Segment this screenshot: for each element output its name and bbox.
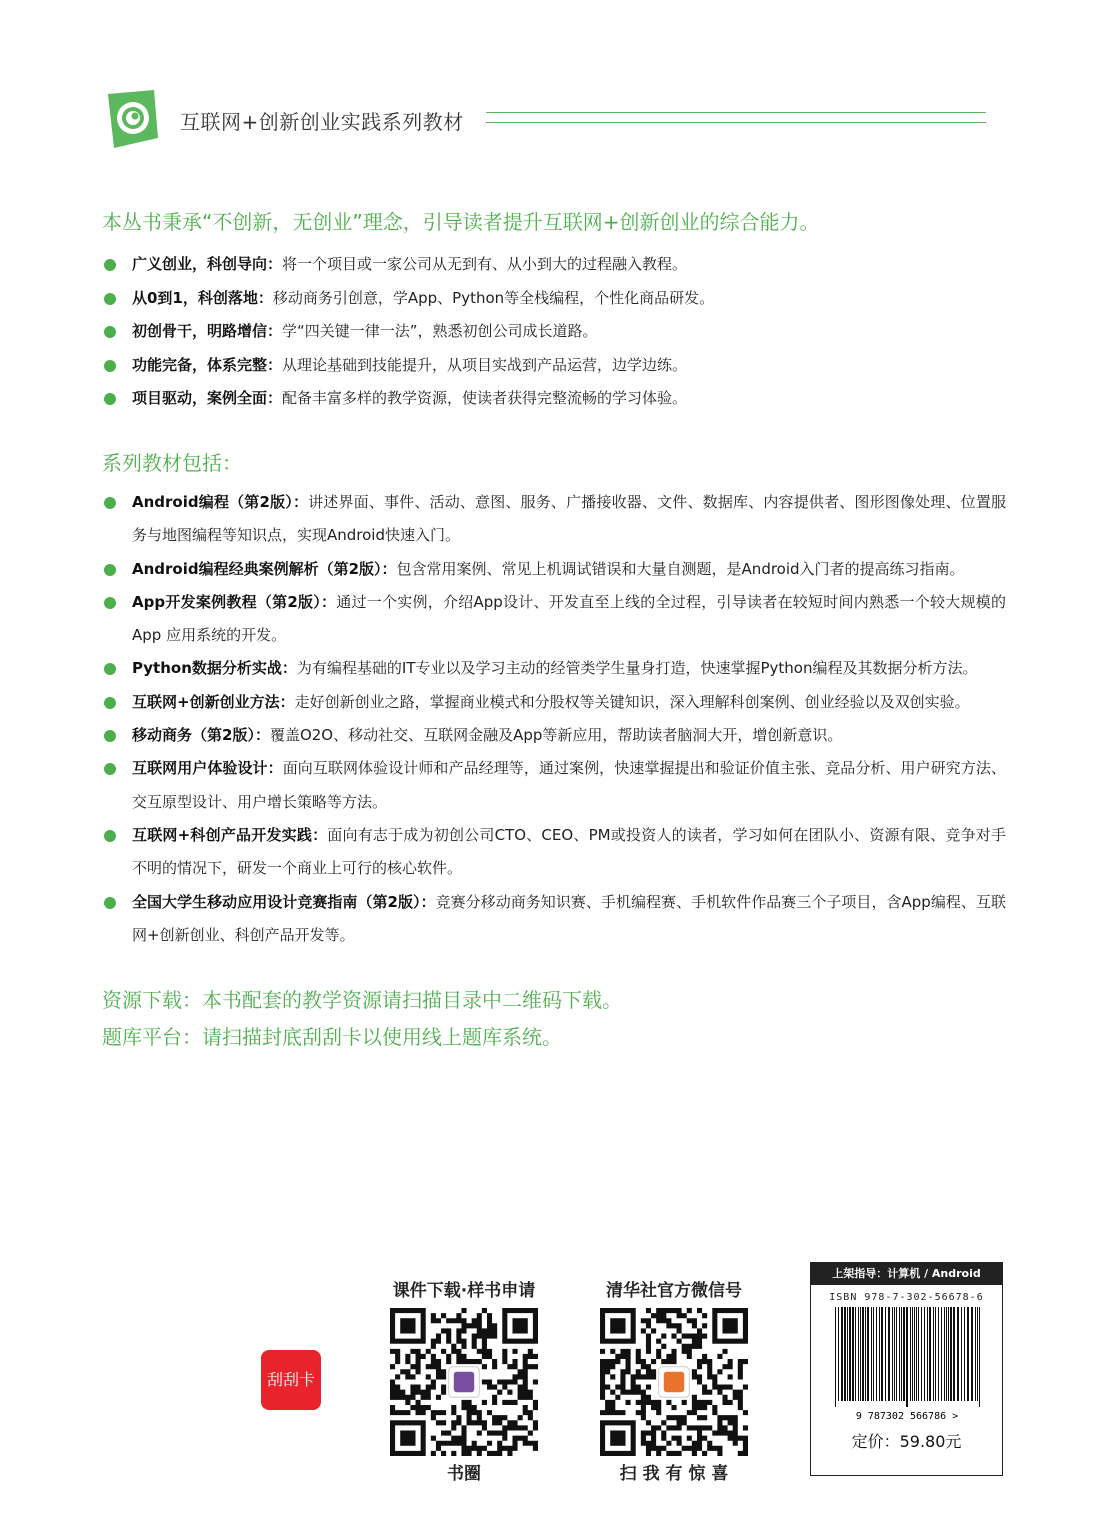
item-title: 互联网+创新创业方法： [132,692,295,711]
bullet-icon [104,697,116,709]
list-item [104,652,1006,685]
qr-label: 清华社官方微信号 [606,1281,742,1301]
qr-code-icon [390,1308,538,1456]
item-text: 包含常用案例、常见上机调试错误和大量自测题，是Android入门者的提高练习指南。 [396,559,965,578]
header-divider [486,122,986,123]
bullet-icon [104,393,116,405]
bullet-icon [104,830,116,842]
item-text: 配备丰富多样的教学资源，使读者获得完整流畅的学习体验。 [282,389,688,407]
item-text: 讲述界面、事件、活动、意图、服务、广播接收器、文件、数据库、内容提供者、图形图像处理、位置服务与地图编程等知识点，实现Android快速入门。 [132,493,1006,545]
bullet-icon [104,897,116,909]
item-title: 全国大学生移动应用设计竞赛指南（第2版）： [132,892,436,911]
item-title: 从0到1，科创落地： [132,288,273,307]
item-title: 项目驱动，案例全面： [132,389,283,407]
feature-list [104,248,1004,416]
question-bank: 题库平台：请扫描封底刮刮卡以使用线上题库系统。 [102,1025,562,1049]
barcode-icon [821,1305,993,1423]
item-title: Android编程经典案例解析（第2版）： [132,559,397,578]
qr-block-wechat [594,1278,754,1486]
item-text: 为有编程基础的IT专业以及学习主动的经管类学生量身打造，快速掌握Python编程及其数据分析方法。 [296,659,978,678]
list-item [104,553,1006,586]
isbn-box [810,1262,1003,1476]
list-item [104,686,1006,719]
item-title: App开发案例教程（第2版）： [132,592,337,611]
list-item [104,886,1006,953]
list-item [104,349,1004,383]
intro-statement: 本丛书秉承“不创新，无创业”理念，引导读者提升互联网+创新创业的综合能力。 [102,210,820,234]
bullet-icon [104,730,116,742]
series-heading: 系列教材包括： [102,451,242,475]
bullet-icon [104,763,116,775]
item-text: 竞赛分移动商务知识赛、手机编程赛、手机软件作品赛三个子项目，含App编程、互联网+创新创业、科创产品开发等。 [132,892,1006,944]
item-text: 通过一个实例，介绍App设计、开发直至上线的全过程，引导读者在较短时间内熟悉一个较大规模的App 应用系统的开发。 [132,592,1006,645]
bullet-icon [104,360,116,372]
bullet-icon [104,293,116,305]
bullet-icon [104,497,116,509]
item-text: 面向互联网体验设计师和产品经理等，通过案例，快速掌握提出和验证价值主张、竞品分析、用户研究方法、交互原型设计、用户增长策略等方法。 [132,759,1006,811]
series-header [104,88,994,150]
isbn-number: ISBN 978-7-302-56678-6 [829,1292,984,1303]
list-item [104,282,1004,316]
bullet-icon [104,326,116,338]
book-list [104,486,1006,952]
qr-label: 课件下载·样书申请 [392,1281,536,1301]
barcode-digits: 9 787302 566786 > [855,1411,958,1422]
resource-notes [102,982,622,1056]
list-item [104,752,1006,819]
item-title: 功能完备，体系完整： [132,355,283,374]
shelving-category: 上架指导：计算机 / Android [811,1263,1002,1285]
series-title: 互联网+创新创业实践系列教材 [180,110,464,134]
item-text: 面向有志于成为初创公司CTO、CEO、PM或投资人的读者，学习如何在团队小、资源有限、竞争对手不明的情况下，研发一个商业上可行的核心软件。 [132,825,1006,878]
list-item [104,382,1004,416]
item-title: 移动商务（第2版）： [132,726,270,745]
item-title: Android编程（第2版）： [132,493,309,511]
item-title: 广义创业，科创导向： [132,255,283,273]
item-text: 将一个项目或一家公司从无到有、从小到大的过程融入教程。 [282,255,688,273]
list-item [104,315,1004,349]
qr-caption: 书圈 [447,1464,481,1484]
header-divider [486,112,986,113]
resource-download: 资源下载：本书配套的教学资源请扫描目录中二维码下载。 [102,988,622,1012]
bullet-icon [104,564,116,576]
list-item [104,719,1006,752]
bullet-icon [104,597,116,609]
price: 定价：59.80元 [851,1432,962,1451]
list-item [104,248,1004,282]
item-text: 覆盖O2O、移动社交、互联网金融及App等新应用，帮助读者脑洞大开，增创新意识。 [269,726,843,745]
qr-caption: 扫 我 有 惊 喜 [619,1464,729,1484]
item-text: 从理论基础到技能提升，从项目实战到产品运营，边学边练。 [282,355,688,374]
scratch-card-label: 刮刮卡 [261,1350,321,1410]
qr-code-icon [600,1308,748,1456]
item-text: 学“四关键一律一法”，熟悉初创公司成长道路。 [282,322,598,340]
list-item [104,486,1006,553]
item-text: 移动商务引创意，学App、Python等全栈编程，个性化商品研发。 [272,288,715,307]
item-title: Python数据分析实战： [132,659,297,678]
bullet-icon [104,259,116,271]
bullet-icon [104,663,116,675]
item-title: 初创骨干，明路增信： [132,322,283,340]
item-text: 走好创新创业之路，掌握商业模式和分股权等关键知识，深入理解科创案例、创业经验以及双创实验。 [294,692,970,711]
swirl-logo-icon [104,88,160,150]
item-title: 互联网用户体验设计： [132,759,283,778]
qr-block-courseware [384,1278,544,1486]
item-title: 互联网+科创产品开发实践： [132,825,328,844]
list-item [104,819,1006,886]
list-item [104,586,1006,653]
